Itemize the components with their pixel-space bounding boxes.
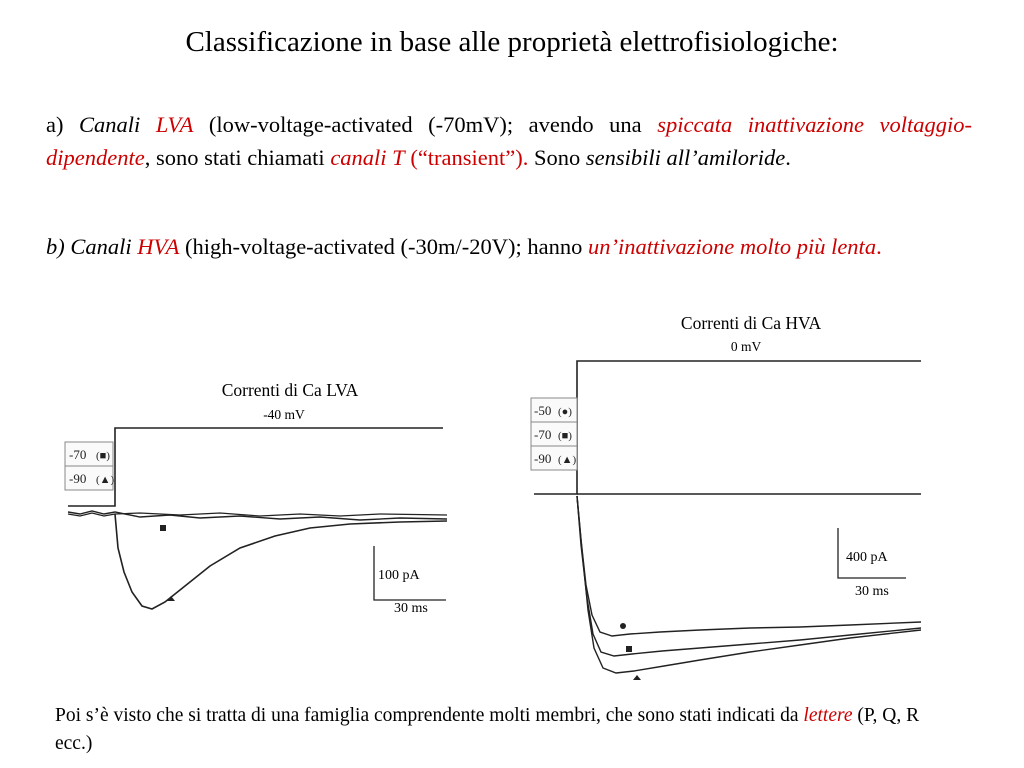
hva-figure: [531, 361, 921, 680]
lva-square-symbol: (■): [96, 450, 110, 462]
para-b-prefix: b) Canali: [46, 234, 132, 259]
para-a-sono: Sono: [528, 145, 586, 170]
lva-caption: Correnti di Ca LVA: [221, 380, 359, 400]
lva-holding-90: -90: [69, 471, 87, 486]
hva-voltage-step: [534, 361, 921, 494]
hva-holding-50: -50: [534, 403, 552, 418]
para-a-period: .: [785, 145, 791, 170]
footer-text: [55, 702, 955, 758]
hva-triangle-marker: [633, 675, 641, 680]
para-a-text: (low-voltage-activated (-70mV); avendo una: [193, 112, 658, 137]
slide-title: Classificazione in base alle proprietà elettrofisiologiche:: [185, 26, 839, 58]
hva-square-symbol: (■): [558, 430, 572, 442]
hva-scale-current: 400 pA: [846, 550, 888, 565]
lva-figure: [65, 428, 447, 616]
lva-step-voltage: -40 mV: [263, 407, 305, 422]
footer-lettere: lettere: [803, 705, 853, 726]
lva-scale-current: 100 pA: [378, 568, 420, 583]
lva-voltage-step: [68, 428, 443, 506]
hva-holding-70: -70: [534, 427, 552, 442]
lva-scale-time: 30 ms: [394, 601, 428, 616]
hva-triangle-symbol: (▲): [558, 454, 577, 466]
hva-holding-90: -90: [534, 451, 552, 466]
para-a-canali-t: canali T: [330, 145, 405, 170]
lva-triangle-symbol: (▲): [96, 474, 115, 486]
lva-holding-70: -70: [69, 447, 87, 462]
para-a-amiloride: sensibili all’amiloride: [585, 145, 786, 170]
para-a-text2: , sono stati chiamati: [144, 145, 331, 170]
para-a-transient: (“transient”).: [404, 145, 529, 170]
hva-circle-symbol: (●): [558, 406, 572, 418]
lva-square-marker: [160, 525, 166, 531]
hva-scale-time: 30 ms: [855, 584, 889, 599]
para-a-inactivation: spiccata inattivazione voltaggio-dipendente: [46, 112, 973, 170]
footer-text-2: (P, Q, R ecc.): [55, 705, 920, 754]
hva-current-trace-70: [577, 496, 921, 656]
para-a-prefix: a): [46, 112, 80, 137]
hva-circle-marker: [620, 623, 626, 629]
para-b-hva: HVA: [137, 234, 180, 259]
para-b-period: .: [876, 234, 882, 259]
para-a-lva: LVA: [155, 112, 194, 137]
hva-current-trace-50: [577, 496, 921, 636]
hva-step-voltage: 0 mV: [730, 339, 762, 354]
hva-caption: Correnti di Ca HVA: [680, 313, 822, 333]
hva-square-marker: [626, 646, 632, 652]
para-b-inactivation: un’inattivazione molto più lenta: [587, 234, 877, 259]
footer-text-1: Poi s’è visto che si tratta di una famiglia comprendente molti membri, che sono stati indicati da: [55, 705, 804, 726]
para-b-text: (high-voltage-activated (-30m/-20V); hanno: [179, 234, 588, 259]
para-a-canali: Canali: [79, 112, 141, 137]
